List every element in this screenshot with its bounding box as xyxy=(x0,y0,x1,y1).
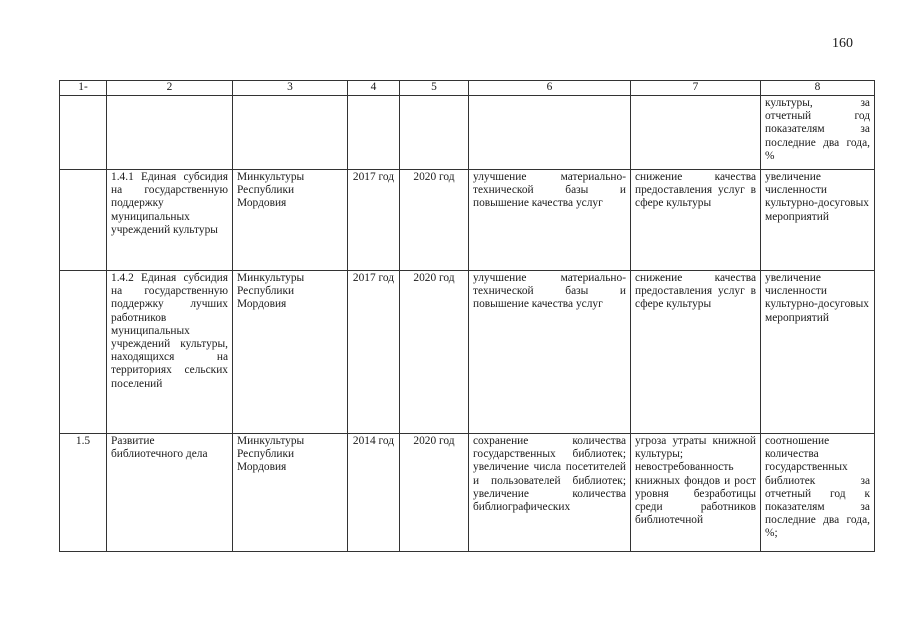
end-year: 2020 год xyxy=(400,434,469,552)
table-row xyxy=(60,96,875,170)
start-year xyxy=(348,96,400,170)
executor: Минкультуры Республики Мордовия xyxy=(233,434,348,552)
measure-name: 1.4.2 Единая субсидия на государственную поддержку лучших работников муниципальных учреждений культуры, находящихся на территориях сельских поселений xyxy=(107,271,233,434)
start-year: 2014 год xyxy=(348,434,400,552)
column-header: 5 xyxy=(400,81,469,96)
consequences: снижение качества предоставления услуг в сфере культуры xyxy=(631,271,761,434)
column-header: 8 xyxy=(761,81,875,96)
executor xyxy=(233,96,348,170)
row-number xyxy=(60,96,107,170)
consequences xyxy=(631,96,761,170)
indicator: увеличение численности культурно-досуговых мероприятий xyxy=(761,271,875,434)
measure-name: Развитие библиотечного дела xyxy=(107,434,233,552)
column-header: 3 xyxy=(233,81,348,96)
executor: Минкультуры Республики Мордовия xyxy=(233,170,348,271)
indicator: увеличение численности культурно-досуговых мероприятий xyxy=(761,170,875,271)
program-table xyxy=(59,80,875,552)
column-header: 2 xyxy=(107,81,233,96)
indicator: соотношение количества государственных библиотек за отчетный год к показателям за последние два года, %; xyxy=(761,434,875,552)
table-row xyxy=(60,170,875,271)
column-header: 6 xyxy=(469,81,631,96)
column-header: 1- xyxy=(60,81,107,96)
end-year: 2020 год xyxy=(400,271,469,434)
page-number: 160 xyxy=(832,36,853,51)
executor: Минкультуры Республики Мордовия xyxy=(233,271,348,434)
expected-result: сохранение количества государственных библиотек; увеличение числа посетителей и пользователей библиотек; увеличение количества библиографических xyxy=(469,434,631,552)
row-number xyxy=(60,170,107,271)
column-header: 7 xyxy=(631,81,761,96)
table-row xyxy=(60,434,875,552)
expected-result: улучшение материально-технической базы и повышение качества услуг xyxy=(469,170,631,271)
consequences: снижение качества предоставления услуг в сфере культуры xyxy=(631,170,761,271)
table-row xyxy=(60,271,875,434)
indicator: культуры, за отчетный год показателям за последние два года, % xyxy=(761,96,875,170)
measure-name: 1.4.1 Единая субсидия на государственную поддержку муниципальных учреждений культуры xyxy=(107,170,233,271)
expected-result xyxy=(469,96,631,170)
end-year xyxy=(400,96,469,170)
start-year: 2017 год xyxy=(348,271,400,434)
consequences: угроза утраты книжной культуры; невостребованность книжных фондов и рост уровня безработицы среди работников библиотечной xyxy=(631,434,761,552)
end-year: 2020 год xyxy=(400,170,469,271)
column-number-row xyxy=(60,81,875,96)
column-header: 4 xyxy=(348,81,400,96)
measure-name xyxy=(107,96,233,170)
start-year: 2017 год xyxy=(348,170,400,271)
expected-result: улучшение материально-технической базы и повышение качества услуг xyxy=(469,271,631,434)
row-number: 1.5 xyxy=(60,434,107,552)
row-number xyxy=(60,271,107,434)
